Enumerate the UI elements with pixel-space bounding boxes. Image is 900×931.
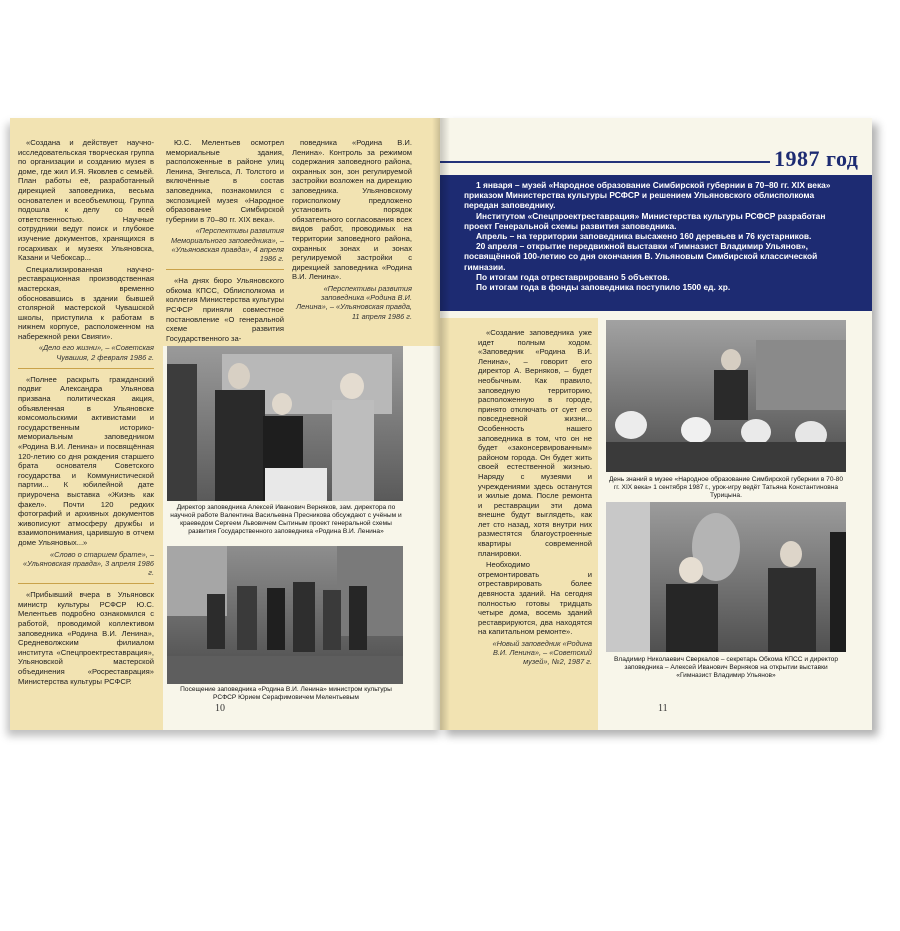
page-number-right: 11	[658, 703, 668, 714]
left-page	[10, 118, 443, 730]
photo-exhibition-opening-caption: Владимир Николаевич Сверкалов – секретарь Обкома КПСС и директор заповедника – Алексей Иванович Верняков на открытии выставки «Гимназист Владимир Ульянов»	[614, 656, 838, 679]
right-page	[440, 118, 872, 730]
divider	[18, 368, 154, 369]
book-spine-shadow	[432, 118, 450, 730]
col2-paragraph: Ю.С. Мелентьев осмотрел мемориальные здания, расположенные в районе улиц Ленина, Энгельса, Л. Толстого и включённые в состав заповедника, познакомился с экспозицией музея «Народное образование Симбирской губернии в 70–80 гг. XIX века».	[166, 138, 284, 224]
col2-source: «Перспективы развития Мемориального заповедника», – «Ульяновская правда», 4 апреля 1986 г.	[170, 226, 284, 263]
year-title: 1987 год	[774, 146, 859, 171]
photo-knowledge-day-image	[606, 320, 846, 472]
divider	[166, 269, 284, 270]
quote-3-paragraph: «Прибывший вчера в Ульяновск министр культуры РСФСР Ю.С. Мелентьев подробно ознакомился с работой, проводимой коллективом заповедника «Родина В.И. Ленина», Средневолжским филиалом института «Спецпроектреставрация», Ульяновской мастерской объединения «Росреставрация» Министерства культуры РСФСР.	[18, 590, 154, 686]
photo-minister-visit-caption: Посещение заповедника «Родина В.И. Ленина» министром культуры РСФСР Юрием Серафимовичем Мелентьевым	[180, 686, 392, 701]
photo-exhibition-opening-image	[606, 502, 846, 652]
quote-1-source: «Дело его жизни», – «Советская Чувашия, 2 февраля 1986 г.	[38, 343, 154, 362]
chronicle-item: 1 января – музей «Народное образование Симбирской губернии в 70–80 гг. XIX века» приказом Министерства культуры РСФСР и решением Ульяновского облисполкома передан заповеднику.	[464, 180, 831, 211]
page-number-left: 10	[215, 703, 225, 714]
year-rule	[440, 161, 770, 163]
left-column-2	[166, 138, 284, 345]
quote-1-paragraph: Специализированная научно-реставрационная производственная мастерская, временно обосновавшись в здании бывшей столярной мастерской Чувашской школы, приступила к работам в нижнем корпусе, расположенном на набережной реки Свияги».	[18, 264, 154, 341]
photo-director-meeting	[167, 346, 403, 501]
quote-2	[18, 375, 154, 577]
photo-exhibition-opening	[606, 502, 846, 652]
chronicle-box	[440, 175, 872, 311]
quote-1	[18, 138, 154, 362]
chronicle-item: По итогам года отреставрировано 5 объектов.	[476, 271, 670, 282]
right-quote-source: «Новый заповедник «Родина В.И. Ленина», – «Советский музей», №2, 1987 г.	[492, 639, 592, 667]
photo-minister-visit-image	[167, 546, 403, 684]
quote-3	[18, 590, 154, 686]
col3-paragraph: поведника «Родина В.И. Ленина». Контроль за режимом содержания заповедного района, охранных зон, зон регулируемой застройки возложен на дирекцию заповедника. Ульяновскому горисполкому предложено установить порядок обязательного согласования всех видов работ, проводимых на территории заповедного района, охранных зонах и зонах регулируемой застройки с дирекцией заповедника «Родина В.И. Ленина».	[292, 138, 412, 282]
quote-2-source: «Слово о старшем брате», – «Ульяновская правда», 3 апреля 1986 г.	[23, 549, 154, 577]
quote-1-paragraph: «Создана и действует научно-исследовательская творческая группа по организации и созданию музея в доме, где жил И.Я. Яковлев с семьёй. План работы её, разработанный дирекцией заповедника, весьма основателен и всеобъемлющ. Группа подошла к делу со всей ответственностью. Научные сотрудники ведут поиск и глубокое изучение документов, хранящихся в госархивах и музеях Ульяновска, Казани и Чебоксар...	[18, 138, 154, 263]
photo-director-meeting-caption: Директор заповедника Алексей Иванович Верняков, зам. директора по научной работе Валентина Васильевна Пресникова обсуждают с учёным и краеведом Сергеем Львовичем Сытиным проект генеральной схемы развития Государственного заповедника «Родина В.И. Ленина»	[170, 504, 402, 535]
chronicle-item: 20 апреля – открытие передвижной выставки «Гимназист Владимир Ульянов», посвящённой 100-летию со дня окончания В. Ульяновым Симбирской классической гимназии.	[464, 241, 818, 272]
col3-source: «Перспективы развития заповедника «Родина В.И. Ленина», – «Ульяновская правда, 11 апреля 1986 г.	[296, 283, 412, 321]
right-quote-paragraph: Необходимо отремонтировать и отреставрировать более девяноста зданий. На сегодня полностью готовы тридцать четыре дома, восемь зданий реставрируются, два находятся на капитальном ремонте».	[478, 560, 592, 637]
col2-paragraph: «На днях бюро Ульяновского обкома КПСС, Облисполкома и коллегия Министерства культуры РСФСР приняли совместное постановление «О генеральной схеме развития Государственного за-	[166, 276, 284, 343]
chronicle-list	[464, 180, 850, 292]
chronicle-item: Институтом «Спецпроектреставрация» Министерства культуры РСФСР разработан проект Генеральной схемы развития заповедника.	[464, 210, 826, 231]
right-quote-paragraph: «Создание заповедника уже идет полным ходом. «Заповедник «Родина В.И. Ленина», – говорит его директор А. Верняков, – будет необычным. Как правило, заповедную территорию, расположенную в городе, принято отключать от сует его повседневной жизни... Особенность нашего заповедника в том, что он не будет «законсервированным» районом города. Он будет жить своей естественной жизнью. Наряду с музеями и учреждениями здесь останутся и жилые дома. После ремонта и реставрации эти дома внешне будут выглядеть, как лет сто назад, хотя внутри них разместятся благоустроенные квартиры современной планировки.	[478, 328, 592, 558]
left-column-1	[18, 138, 154, 688]
chronicle-item: По итогам года в фонды заповедника поступило 1500 ед. хр.	[476, 282, 731, 293]
photo-knowledge-day-caption: День знаний в музее «Народное образование Симбирской губернии в 70-80 гг. XIX века» 1 сентября 1987 г., урок-игру ведёт Татьяна Константиновна Турицына.	[608, 476, 844, 499]
photo-knowledge-day	[606, 320, 846, 472]
left-column-3	[292, 138, 412, 327]
quote-2-paragraph: «Полнее раскрыть гражданский подвиг Александра Ульянова призвана политическая акция, объявленная в Ульяновске комсомольскими активистами и государственным историко-мемориальным заповедником «Родина В.И. Ленина» и посвящённая 120-летию со дня рождения старшего брата основателя Советского государства и Коммунистической партии... К юбилейной дате приурочена выставка «Жизнь как факел». Почти 120 редких фотографий и архивных документов живописуют атмосферу дружбы и взаимопонимания, царившую в отчем доме Ульяновых...»	[18, 374, 154, 547]
photo-minister-visit	[167, 546, 403, 684]
divider	[18, 583, 154, 584]
chronicle-item: Апрель – на территории заповедника высажено 160 деревьев и 76 кустарников.	[476, 231, 812, 242]
photo-director-meeting-image	[167, 346, 403, 501]
right-quote-column	[478, 328, 592, 673]
